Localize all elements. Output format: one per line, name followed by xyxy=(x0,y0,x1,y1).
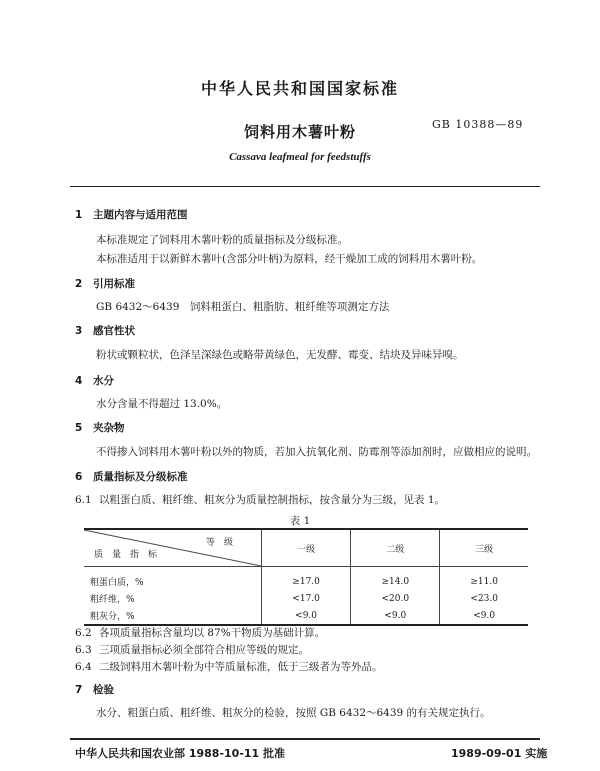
row-label-crude-ash: 粗灰分，% xyxy=(84,607,262,625)
effective-date: 1989-09-01 实施 xyxy=(451,747,548,760)
table-header-row xyxy=(84,529,528,567)
clause-6-3: 6.3 三项质量指标必须全部符合相应等级的规定。 xyxy=(75,644,309,656)
section-heading-4: 4 水分 xyxy=(75,375,114,387)
corner-label-grade: 等 级 xyxy=(205,538,233,548)
table-cell: <9.0 xyxy=(440,607,528,625)
section-heading-7: 7 检验 xyxy=(75,684,114,696)
english-title: Cassava leafmeal for feedstuffs xyxy=(229,151,371,163)
section-heading-1: 1 主题内容与适用范围 xyxy=(75,209,188,221)
table-cell: ≥11.0 xyxy=(440,567,528,591)
table-row xyxy=(84,607,528,625)
standard-code: GB 10388—89 xyxy=(432,118,524,131)
header-divider xyxy=(70,186,540,187)
clause-6-4: 6.4 二级饲料用木薯叶粉为中等质量标准，低于三级者为等外品。 xyxy=(75,661,383,673)
table-row xyxy=(84,590,528,607)
section-1-paragraph-1: 本标准规定了饲料用木薯叶粉的质量指标及分级标准。 xyxy=(96,234,348,246)
document-title: 饲料用木薯叶粉 xyxy=(243,123,356,141)
table-cell: <17.0 xyxy=(262,590,351,607)
clause-6-1: 6.1 以粗蛋白质、粗纤维、粗灰分为质量控制指标，按含量分为三级，见表 1。 xyxy=(75,494,446,506)
national-standard-heading: 中华人民共和国国家标准 xyxy=(200,79,399,98)
table-cell: ≥14.0 xyxy=(351,567,440,591)
column-header-grade-2: 二级 xyxy=(351,529,440,567)
section-5-paragraph-1: 不得掺入饲料用木薯叶粉以外的物质，若加入抗氧化剂、防霉剂等添加剂时，应做相应的说明。 xyxy=(96,446,537,458)
section-7-paragraph-1: 水分、粗蛋白质、粗纤维、粗灰分的检验，按照 GB 6432～6439 的有关规定执行。 xyxy=(96,707,491,719)
approval-line: 中华人民共和国农业部 1988-10-11 批准 xyxy=(75,747,286,760)
section-3-paragraph-1: 粉状或颗粒状，色泽呈深绿色或略带黄绿色，无发酵、霉变、结块及异味异嗅。 xyxy=(96,349,464,361)
grade-table xyxy=(84,528,528,626)
row-label-crude-protein: 粗蛋白质，% xyxy=(90,578,144,588)
section-heading-5: 5 夹杂物 xyxy=(75,422,125,434)
table-cell: <20.0 xyxy=(351,590,440,607)
section-1-paragraph-2: 本标准适用于以新鲜木薯叶(含部分叶柄)为原料，经干燥加工成的饲料用木薯叶粉。 xyxy=(96,253,483,265)
corner-label-quality-index: 质 量 指 标 xyxy=(94,550,158,560)
table-corner-cell xyxy=(84,529,262,567)
table-cell: ≥17.0 xyxy=(262,567,351,591)
table-cell: <23.0 xyxy=(440,590,528,607)
table-cell: <9.0 xyxy=(262,607,351,625)
table-row xyxy=(84,567,528,591)
table-caption: 表 1 xyxy=(289,515,311,527)
footer-divider xyxy=(70,738,540,740)
column-header-grade-3: 三级 xyxy=(440,529,528,567)
section-2-paragraph-1: GB 6432～6439 饲料粗蛋白、粗脂肪、粗纤维等项测定方法 xyxy=(96,301,390,313)
section-heading-2: 2 引用标准 xyxy=(75,278,135,290)
column-header-grade-1: 一级 xyxy=(262,529,351,567)
clause-6-2: 6.2 各项质量指标含量均以 87%干物质为基础计算。 xyxy=(75,627,326,639)
table-cell: <9.0 xyxy=(351,607,440,625)
row-label-crude-fiber: 粗纤维，% xyxy=(90,595,135,605)
section-4-paragraph-1: 水分含量不得超过 13.0%。 xyxy=(96,398,228,410)
section-heading-6: 6 质量指标及分级标准 xyxy=(75,471,188,483)
section-heading-3: 3 感官性状 xyxy=(75,325,135,337)
